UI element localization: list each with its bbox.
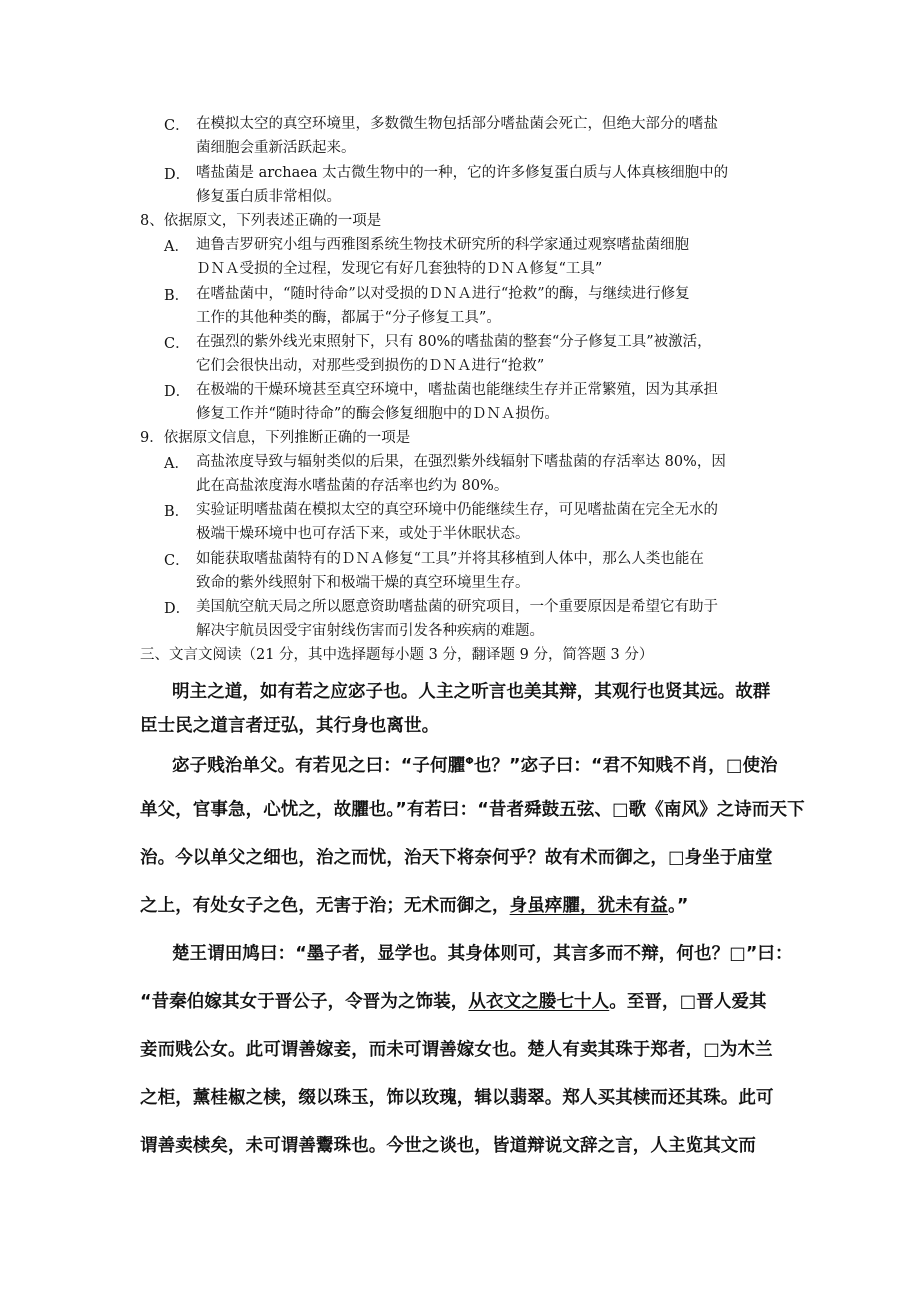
option-text: 嗜盐菌是 archaea 太古微生物中的一种，它的许多修复蛋白质与人体真核细胞中的 (196, 165, 729, 181)
passage-line: 妾而贱公女。此可谓善嫁妾，而未可谓善嫁女也。楚人有卖其珠于郑者，□为木兰 (140, 1040, 773, 1060)
passage-line: 谓善卖椟矣，未可谓善鬻珠也。今世之谈也，皆道辩说文辞之言，人主览其文而 (140, 1136, 756, 1156)
option-letter: C． (164, 336, 190, 352)
option-letter: A． (164, 456, 189, 472)
option-text: 致命的紫外线照射下和极端干燥的真空环境里生存。 (196, 575, 530, 591)
passage-line: 治。今以单父之细也，治之而忧，治天下将奈何乎？故有术而御之，□身坐于庙堂 (140, 848, 773, 868)
passage-line: 楚王谓田鸠曰：“墨子者，显学也。其身体则可，其言多而不辩，何也？□”曰： (172, 944, 793, 964)
option-letter: B． (164, 288, 190, 304)
option-text: 在极端的干燥环境甚至真空环境中，嗜盐菌也能继续生存并正常繁殖，因为其承担 (196, 382, 718, 398)
passage-line: 单父，官事急，心忧之，故臞也。”有若曰：“昔者舜鼓五弦、□歌《南风》之诗而天下 (140, 800, 805, 820)
section-heading: 三、文言文阅读（21 分，其中选择题每小题 3 分，翻译题 9 分，简答题 3 分） (140, 647, 654, 663)
option-letter: C． (164, 118, 190, 134)
passage-text: 宓子贱治单父。有若见之曰：“子何臞 (172, 755, 466, 776)
option-letter: C． (164, 553, 190, 569)
option-text: 此在高盐浓度海水嗜盐菌的存活率也约为 80%。 (196, 478, 509, 494)
option-text: 修复蛋白质非常相似。 (196, 189, 341, 205)
passage-text: 。至晋，□晋人爱其 (609, 992, 767, 1012)
passage-text: 之上，有处女子之色，无害于治；无术而御之， (140, 896, 510, 916)
option-text: 在模拟太空的真空环境里，多数微生物包括部分嗜盐菌会死亡，但绝大部分的嗜盐 (196, 116, 718, 132)
passage-line (140, 990, 767, 1014)
passage-line (172, 750, 778, 778)
underlined-sentence: 身虽瘁臞，犹未有益 (509, 896, 669, 916)
option-text: 工作的其他种类的酶，都属于“分子修复工具”。 (196, 310, 501, 326)
option-letter: D． (164, 601, 191, 617)
passage-line: 之柜，薰桂椒之椟，缀以珠玉，饰以玫瑰，辑以翡翠。郑人买其椟而还其珠。此可 (140, 1088, 774, 1108)
passage-line: 明主之道，如有若之应宓子也。人主之听言也美其辩，其观行也贤其远。故群 (172, 682, 771, 702)
option-text: 菌细胞会重新活跃起来。 (196, 140, 356, 156)
question-9-stem: 9．依据原文信息，下列推断正确的一项是 (140, 430, 411, 446)
passage-line (140, 894, 688, 918)
footnote-marker: Φ (465, 756, 474, 767)
option-text: 它们会很快出动，对那些受到损伤的ＤＮＡ进行“抢救” (196, 358, 545, 374)
passage-text: 。” (668, 896, 689, 916)
option-text: 高盐浓度导致与辐射类似的后果，在强烈紫外线辐射下嗜盐菌的存活率达 80%，因 (196, 454, 726, 470)
option-text: 修复工作并“随时待命”的酶会修复细胞中的ＤＮＡ损伤。 (196, 406, 559, 422)
option-text: 在强烈的紫外线光束照射下，只有 80%的嗜盐菌的整套“分子修复工具”被激活， (196, 334, 712, 350)
option-text: 极端干燥环境中也可存活下来，或处于半休眠状态。 (196, 526, 530, 542)
option-letter: D． (164, 384, 191, 400)
option-letter: D． (164, 167, 191, 183)
underlined-sentence: 从衣文之媵七十人 (468, 992, 610, 1012)
passage-line: 臣士民之道言者迂弘，其行身也离世。 (140, 716, 440, 736)
option-text: 迪鲁吉罗研究小组与西雅图系统生物技术研究所的科学家通过观察嗜盐菌细胞 (196, 237, 689, 253)
question-8-stem: 8、依据原文，下列表述正确的一项是 (140, 213, 382, 229)
passage-text: 也？”宓子曰：“君不知贱不肖，□使治 (473, 755, 778, 776)
option-letter: B． (164, 504, 190, 520)
option-text: 如能获取嗜盐菌特有的ＤＮＡ修复“工具”并将其移植到人体中，那么人类也能在 (196, 551, 704, 567)
option-text: 在嗜盐菌中，“随时待命”以对受损的ＤＮＡ进行“抢救”的酶，与继续进行修复 (196, 286, 690, 302)
option-letter: A． (164, 239, 189, 255)
option-text: 美国航空航天局之所以愿意资助嗜盐菌的研究项目，一个重要原因是希望它有助于 (196, 599, 718, 615)
option-text: 实验证明嗜盐菌在模拟太空的真空环境中仍能继续生存，可见嗜盐菌在完全无水的 (196, 502, 718, 518)
option-text: ＤＮＡ受损的全过程，发现它有好几套独特的ＤＮＡ修复“工具” (196, 261, 603, 277)
option-text: 解决宇航员因受宇宙射线伤害而引发各种疾病的难题。 (196, 623, 544, 639)
passage-text: “昔秦伯嫁其女于晋公子，令晋为之饰装， (140, 992, 469, 1012)
